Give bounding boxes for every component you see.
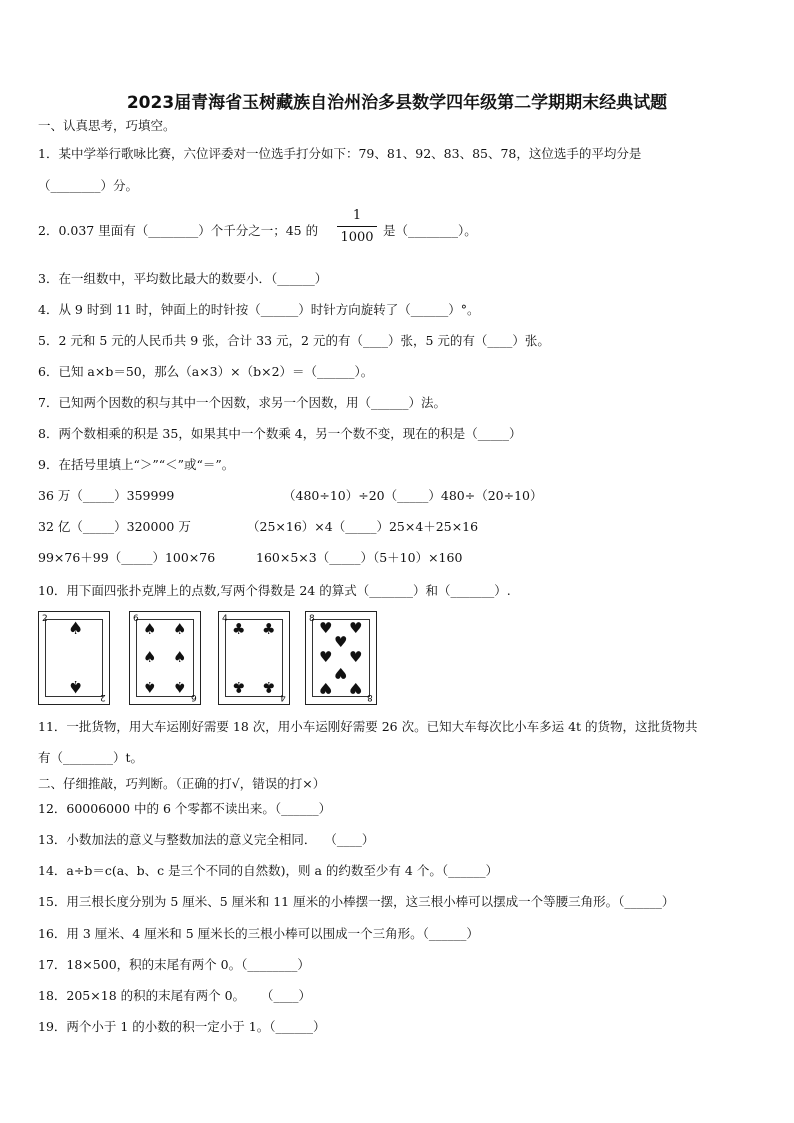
spade-icon: ♠ xyxy=(68,619,84,639)
question-9-item-3a: 99×76＋99（_____）100×76 xyxy=(38,550,216,565)
spade-icon: ♠ xyxy=(173,648,187,666)
question-5: 5．2 元和 5 元的人民币共 9 张，合计 33 元，2 元的有（____）张，5 元的有（____）张。 xyxy=(38,333,550,348)
question-17: 17．18×500，积的末尾有两个 0。（________） xyxy=(38,957,310,972)
card-rank-bottom: 2 xyxy=(100,692,106,702)
question-6: 6．已知 a×b＝50，那么（a×3）×（b×2）＝（______）。 xyxy=(38,364,374,379)
question-2-text: 2．0.037 里面有（________）个千分之一；45 的 xyxy=(38,223,319,238)
question-19: 19．两个小于 1 的小数的积一定小于 1。（______） xyxy=(38,1019,326,1034)
playing-card-6-spades xyxy=(129,611,201,705)
card-rank-top: 6 xyxy=(133,614,139,624)
question-1-line-1: 1．某中学举行歌咏比赛，六位评委对一位选手打分如下：79、81、92、83、85、78，这位选手的平均分是 xyxy=(38,146,642,161)
question-3: 3．在一组数中，平均数比最大的数要小．（______） xyxy=(38,271,328,286)
question-9-item-1a: 36 万（_____）359999 xyxy=(38,488,175,503)
fraction-denominator: 1000 xyxy=(340,230,374,245)
question-12: 12．60006000 中的 6 个零都不读出来。（______） xyxy=(38,801,332,816)
playing-card-8-hearts xyxy=(305,611,377,705)
spade-icon: ♠ xyxy=(143,678,157,696)
card-rank-bottom: 4 xyxy=(280,692,286,702)
page-title: 2023届青海省玉树藏族自治州治多县数学四年级第二学期期末经典试题 xyxy=(126,93,668,113)
heart-icon: ♥ xyxy=(349,619,363,637)
fraction-bar xyxy=(337,226,377,227)
question-18: 18．205×18 的积的末尾有两个 0。 （____） xyxy=(38,988,311,1003)
playing-card-2-spades xyxy=(38,611,110,705)
heart-icon: ♥ xyxy=(319,679,333,697)
question-9-item-3b: 160×5×3（_____）（5＋10）×160 xyxy=(256,550,463,565)
spade-icon: ♠ xyxy=(143,620,157,638)
question-7: 7．已知两个因数的积与其中一个因数，求另一个因数，用（______）法。 xyxy=(38,395,446,410)
card-rank-bottom: 8 xyxy=(367,692,373,702)
question-11-line-2: 有（________）t。 xyxy=(38,750,144,765)
question-9-item-2b: （25×16）×4（_____）25×4＋25×16 xyxy=(247,519,479,534)
question-13: 13．小数加法的意义与整数加法的意义完全相同． （____） xyxy=(38,832,375,847)
club-icon: ♣ xyxy=(232,678,246,696)
question-16: 16．用 3 厘米、4 厘米和 5 厘米长的三根小棒可以围成一个三角形。（______） xyxy=(38,926,479,941)
card-rank-top: 4 xyxy=(222,614,228,624)
question-9: 9．在括号里填上“＞”“＜”或“＝”。 xyxy=(38,457,235,472)
question-10: 10．用下面四张扑克牌上的点数,写两个得数是 24 的算式（_______）和（_______）. xyxy=(38,583,511,598)
question-1-line-2: （________）分。 xyxy=(38,178,139,193)
question-4: 4．从 9 时到 11 时，钟面上的时针按（______）时针方向旋转了（______）°。 xyxy=(38,302,480,317)
question-2-answer: 是（________）。 xyxy=(383,223,477,238)
club-icon: ♣ xyxy=(262,620,276,638)
card-rank-bottom: 6 xyxy=(191,692,197,702)
question-9-item-2a: 32 亿（_____）320000 万 xyxy=(38,519,191,534)
spade-icon: ♠ xyxy=(173,620,187,638)
question-14: 14．a÷b＝c(a、b、c 是三个不同的自然数)，则 a 的约数至少有 4 个。（______） xyxy=(38,863,499,878)
question-8: 8．两个数相乘的积是 35，如果其中一个数乘 4，另一个数不变，现在的积是（_____） xyxy=(38,426,522,441)
question-15: 15．用三根长度分别为 5 厘米、5 厘米和 11 厘米的小棒摆一摆，这三根小棒可以摆成一个等腰三角形。（______） xyxy=(38,894,675,909)
heart-icon: ♥ xyxy=(334,633,348,651)
heart-icon: ♥ xyxy=(319,648,333,666)
section-2-heading: 二、仔细推敲，巧判断。（正确的打√，错误的打×） xyxy=(38,776,326,791)
question-9-item-1b: （480÷10）÷20（_____）480÷（20÷10） xyxy=(283,488,543,503)
playing-card-4-clubs xyxy=(218,611,290,705)
club-icon: ♣ xyxy=(262,678,276,696)
card-rank-top: 8 xyxy=(309,614,315,624)
fraction-numerator: 1 xyxy=(352,208,362,223)
heart-icon: ♥ xyxy=(349,679,363,697)
spade-icon: ♠ xyxy=(173,678,187,696)
heart-icon: ♥ xyxy=(319,619,333,637)
question-11-line-1: 11．一批货物，用大车运刚好需要 18 次，用小车运刚好需要 26 次。已知大车每次比小车多运 4t 的货物，这批货物共 xyxy=(38,719,698,734)
heart-icon: ♥ xyxy=(349,648,363,666)
card-rank-top: 2 xyxy=(42,614,48,624)
section-1-heading: 一、认真思考，巧填空。 xyxy=(38,118,176,133)
club-icon: ♣ xyxy=(232,620,246,638)
spade-icon: ♠ xyxy=(143,648,157,666)
heart-icon: ♥ xyxy=(334,664,348,682)
spade-icon: ♠ xyxy=(68,676,84,696)
